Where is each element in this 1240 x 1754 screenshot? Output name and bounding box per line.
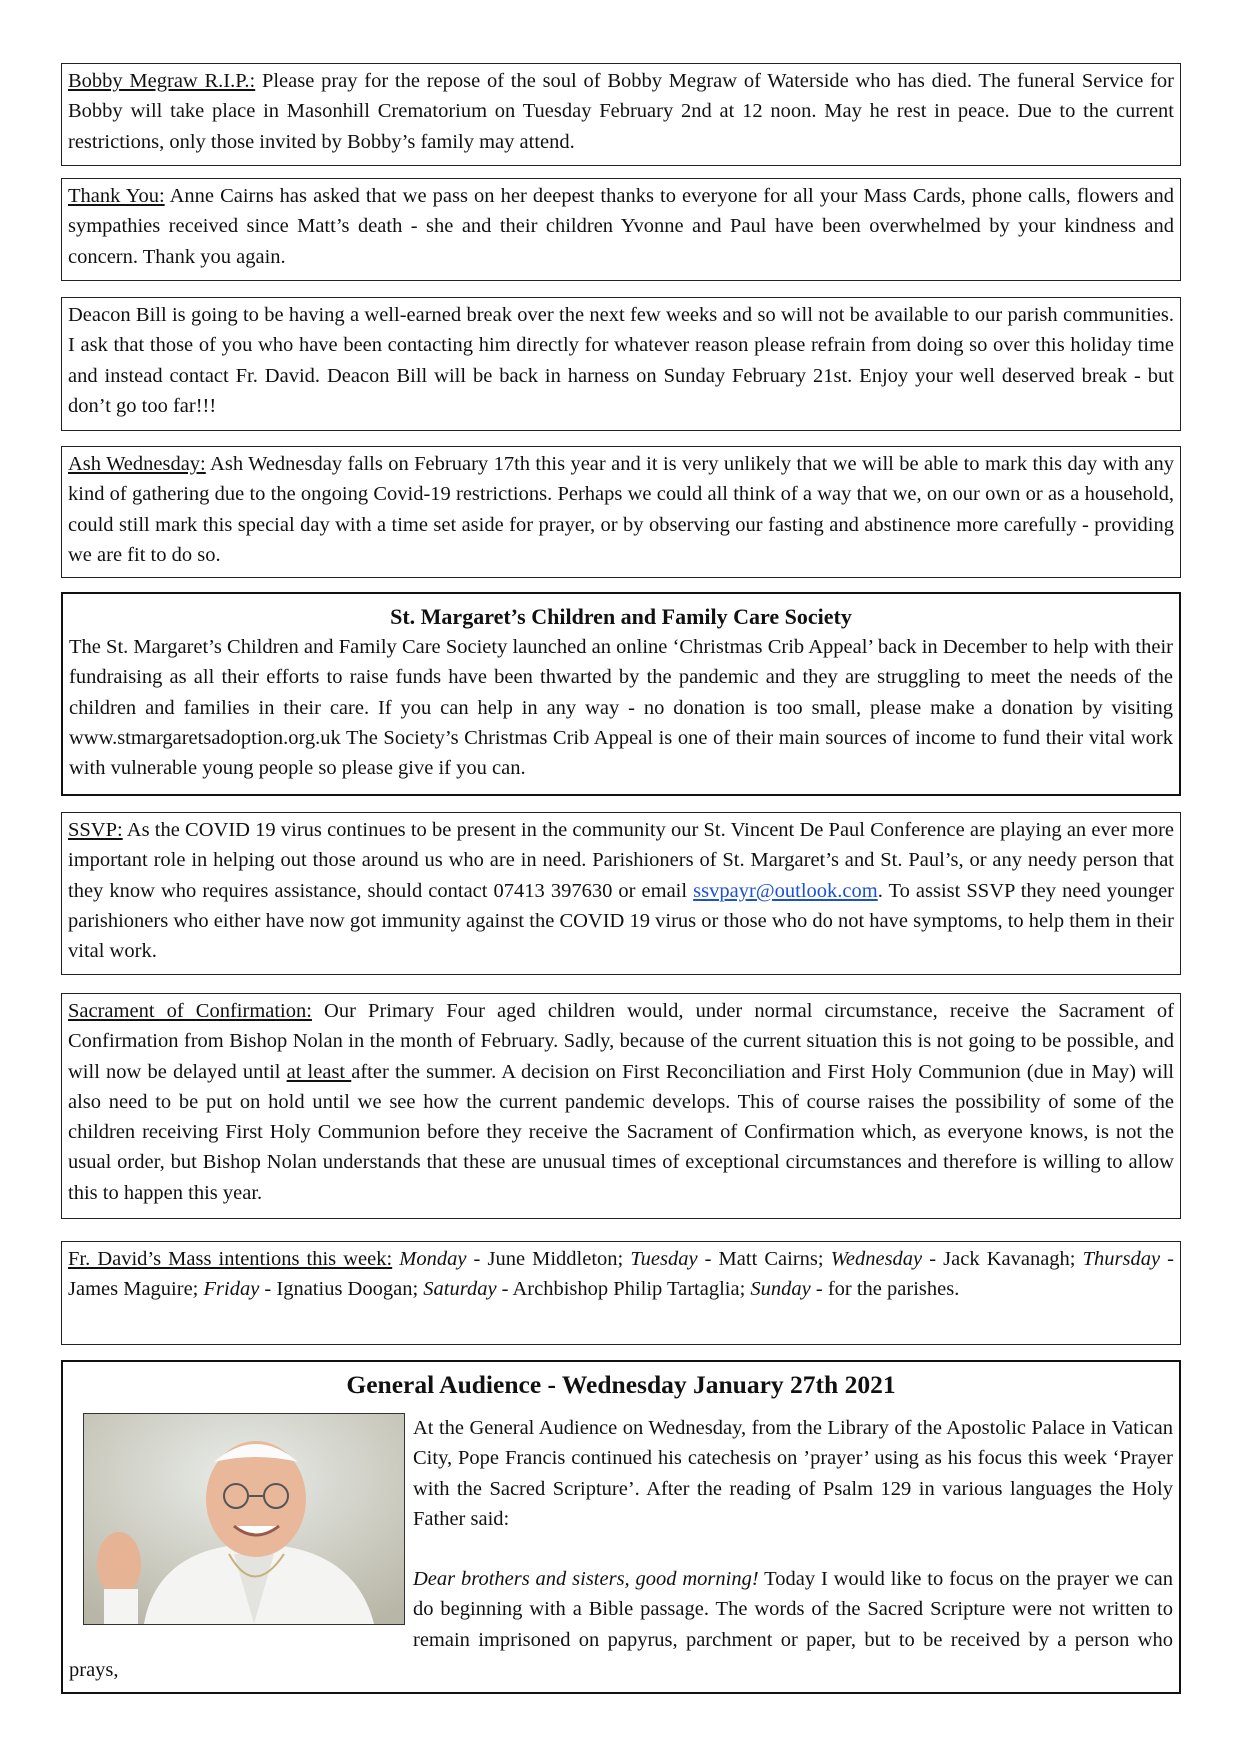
notice-text: [68, 181, 1174, 272]
notice-text: [68, 996, 1174, 1208]
audience-intro: At the General Audience on Wednesday, from the Library of the Apostolic Palace in Vatican City, Pope Francis continued his catechesis on ’prayer’ using as his focus this week ‘Prayer with the Sacred Scripture’. After the reading of Psalm 129 in various languages the Holy Father said:: [413, 1417, 1173, 1530]
intention-name: - Archbishop Philip Tartaglia;: [496, 1278, 751, 1301]
pope-portrait-image: [84, 1414, 404, 1624]
intention-name: - Matt Cairns;: [697, 1248, 831, 1270]
pope-photo: [83, 1413, 405, 1625]
notice-society: [61, 592, 1181, 796]
notice-body: Deacon Bill is going to be having a well-earned break over the next few weeks and so will not be available to our parish communities. I ask that those of you who have been contacting him directly for whatever reason please refrain from doing so over this holiday time and instead contact Fr. David. Deacon Bill will be back in harness on Sunday February 21st. Enjoy your well deserved break - but don’t go too far!!!: [68, 304, 1174, 417]
notice-heading: Sacrament of Confirmation:: [68, 1000, 312, 1022]
notice-body: after the summer. A decision on First Reconciliation and First Holy Communion (due in May) will also need to be put on hold until we see how the current pandemic develops. This of course raises the possibility of some of the children receiving First Holy Communion before they receive the Sacrament of Confirmation which, as everyone knows, is not the usual order, but Bishop Nolan understands that these are unusual times of exceptional circumstances and therefore is willing to allow this to happen this year.: [68, 1060, 1174, 1204]
audience-title: General Audience - Wednesday January 27th 2021: [346, 1370, 896, 1399]
notice-heading: Thank You:: [68, 185, 165, 207]
intention-name: - Ignatius Doogan;: [259, 1278, 424, 1301]
notice-confirmation: [61, 993, 1181, 1219]
notice-body: Ash Wednesday falls on February 17th this year and it is very unlikely that we will be able to mark this day with any kind of gathering due to the ongoing Covid-19 restrictions. Perhaps we could all think of a way that we, on our own or as a household, could still mark this special day with a time set aside for prayer, or by observing our fasting and abstinence more carefully - providing we are fit to do so.: [68, 453, 1175, 566]
notice-thanks: [61, 178, 1181, 281]
society-title: St. Margaret’s Children and Family Care Society: [390, 604, 852, 629]
notice-heading: Bobby Megraw R.I.P.:: [68, 70, 256, 92]
notice-body: Please pray for the repose of the soul of Bobby Megraw of Waterside who has died. The funeral Service for Bobby will take place in Masonhill Crematorium on Tuesday February 2nd at 12 noon. May he rest in peace. Due to the current restrictions, only those invited by Bobby’s family may attend.: [68, 70, 1174, 153]
intention-day: Friday: [203, 1278, 260, 1301]
notice-text: [68, 1244, 1174, 1305]
notice-ssvp: [61, 812, 1181, 975]
intention-name: - June Middleton;: [466, 1248, 631, 1270]
intention-name: - Jack Kavanagh;: [922, 1248, 1083, 1270]
notice-deacon: [61, 297, 1181, 431]
intention-day: Saturday: [423, 1278, 497, 1301]
notice-emphasis: at least: [286, 1060, 352, 1083]
intention-name: - James Maguire;: [68, 1248, 1174, 1301]
notice-body: As the COVID 19 virus continues to be present in the community our St. Vincent De Paul Conference are playing an ever more important role in helping out those around us who are in need. Parishioners of St. Margaret’s and St. Paul’s, or any needy person that they know who requires assistance, should contact 07413 397630 or email: [68, 819, 1174, 902]
intention-day: Monday: [399, 1248, 467, 1270]
notice-text: [68, 449, 1174, 570]
notice-text: [68, 815, 1174, 966]
notice-body: Our Primary Four aged children would, under normal circumstance, receive the Sacrament of Confirmation from Bishop Nolan in the month of February. Sadly, because of the current situation this is not going to be possible, and will now be delayed until: [68, 1000, 1174, 1083]
ssvp-email-link[interactable]: ssvpayr@outlook.com: [693, 879, 878, 902]
notice-heading: Ash Wednesday:: [68, 453, 206, 475]
notice-mass-intentions: [61, 1241, 1181, 1345]
notice-megraw: [61, 63, 1181, 166]
intention-day: Wednesday: [830, 1248, 923, 1270]
intention-name: - for the parishes.: [810, 1278, 960, 1301]
notice-heading: SSVP:: [68, 819, 123, 841]
audience-body: Today I would like to focus on the prayer we can do beginning with a Bible passage. The words of the Sacred Scripture were not written to remain imprisoned on papyrus, parchment or paper, but to be received by a person who prays,: [69, 1568, 1173, 1682]
society-body: The St. Margaret’s Children and Family Care Society launched an online ‘Christmas Crib Appeal’ back in December to help with their fundraising as all their efforts to raise funds have been thwarted by the pandemic and they are struggling to meet the needs of the children and families in their care. If you can help in any way - no donation is too small, please make a donation by visiting www.stmargaretsadoption.org.uk The Society’s Christmas Crib Appeal is one of their main sources of income to fund their vital work with vulnerable young people so please give if you can.: [69, 636, 1173, 780]
audience-greeting: Dear brothers and sisters, good morning!: [413, 1568, 759, 1591]
intention-day: Sunday: [750, 1278, 811, 1301]
notice-body: Anne Cairns has asked that we pass on her deepest thanks to everyone for all your Mass Cards, phone calls, flowers and sympathies received since Matt’s death - she and their children Yvonne and Paul have been overwhelmed by your kindness and concern. Thank you again.: [68, 185, 1174, 268]
intention-day: Tuesday: [630, 1248, 698, 1270]
intention-day: Thursday: [1082, 1248, 1161, 1270]
notice-text: [68, 66, 1174, 157]
notice-ash-wednesday: [61, 446, 1181, 578]
notice-body: . To assist SSVP they need younger parishioners who either have now got immunity against the COVID 19 virus or those who do not have symptoms, to help them in their vital work.: [68, 879, 1174, 963]
notice-heading: Fr. David’s Mass intentions this week:: [68, 1248, 393, 1270]
general-audience: [61, 1360, 1181, 1694]
